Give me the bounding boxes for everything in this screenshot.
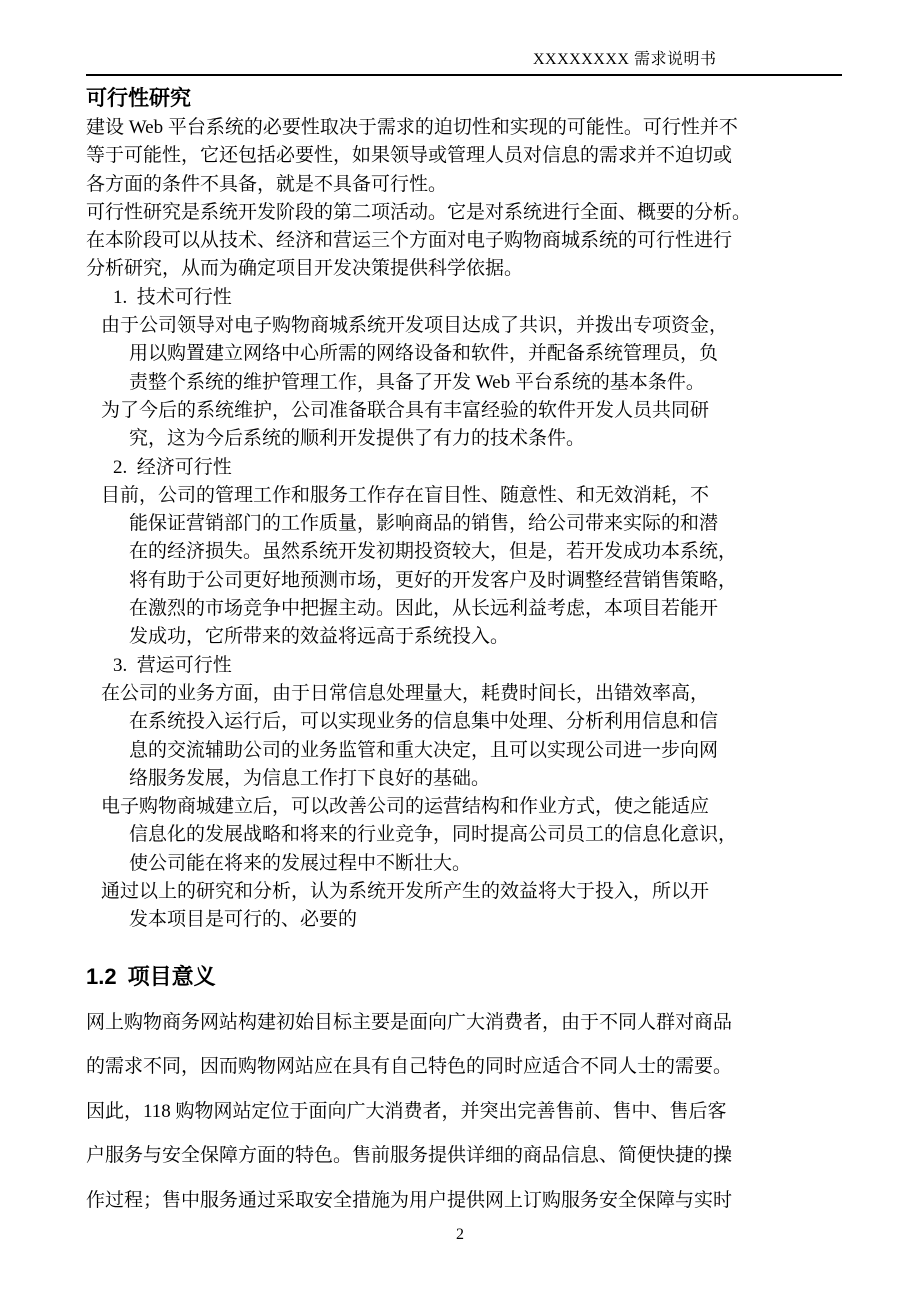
text-line: 因此，118 购物网站定位于面向广大消费者，并突出完善售前、售中、售后客 bbox=[86, 1100, 727, 1122]
text-line: 发成功，它所带来的效益将远高于系统投入。 bbox=[129, 626, 510, 648]
section-feasibility-study bbox=[86, 114, 842, 935]
text-line: 目前，公司的管理工作和服务工作存在盲目性、随意性、和无效消耗，不 bbox=[101, 484, 710, 506]
text-line: 在本阶段可以从技术、经济和营运三个方面对电子购物商城系统的可行性进行 bbox=[86, 230, 733, 252]
text-line: 等于可能性，它还包括必要性，如果领导或管理人员对信息的需求并不迫切或 bbox=[86, 145, 733, 167]
text-line: 将有助于公司更好地预测市场，更好的开发客户及时调整经营销售策略， bbox=[129, 569, 738, 591]
text-line: 为了今后的系统维护，公司准备联合具有丰富经验的软件开发人员共同研 bbox=[101, 399, 710, 421]
text-line: 作过程；售中服务通过采取安全措施为用户提供网上订购服务安全保障与实时 bbox=[86, 1189, 733, 1211]
text-line: 通过以上的研究和分析，认为系统开发所产生的效益将大于投入，所以开 bbox=[101, 881, 710, 903]
page-footer bbox=[0, 1226, 920, 1244]
text-line: 各方面的条件不具备，就是不具备可行性。 bbox=[86, 173, 448, 195]
text-line: 在系统投入运行后，可以实现业务的信息集中处理、分析利用信息和信 bbox=[129, 711, 719, 733]
text-line: 发本项目是可行的、必要的 bbox=[129, 909, 358, 931]
text-line: 分析研究，从而为确定项目开发决策提供科学依据。 bbox=[86, 258, 524, 280]
text-line: 在激烈的市场竞争中把握主动。因此，从长远利益考虑，本项目若能开 bbox=[129, 598, 719, 620]
subsection-title: 项目意义 bbox=[127, 963, 216, 989]
text-line: 建设 Web 平台系统的必要性取决于需求的迫切性和实现的可能性。可行性并不 bbox=[86, 117, 738, 138]
text-line: 户服务与安全保障方面的特色。售前服务提供详细的商品信息、简便快捷的操 bbox=[86, 1145, 733, 1167]
text-line: 使公司能在将来的发展过程中不断壮大。 bbox=[129, 852, 472, 874]
text-line: 络服务发展，为信息工作打下良好的基础。 bbox=[129, 767, 491, 789]
text-line: 在的经济损失。虽然系统开发初期投资较大，但是，若开发成功本系统， bbox=[129, 541, 738, 563]
text-line: 1. 技术可行性 bbox=[113, 286, 232, 308]
text-line: 3. 营运可行性 bbox=[113, 654, 232, 676]
text-line: 责整个系统的维护管理工作，具备了开发 Web 平台系统的基本条件。 bbox=[129, 371, 705, 393]
text-line: 信息化的发展战略和将来的行业竞争，同时提高公司员工的信息化意识， bbox=[129, 824, 738, 846]
text-line: 可行性研究是系统开发阶段的第二项活动。它是对系统进行全面、概要的分析。 bbox=[86, 201, 752, 223]
subsection-heading bbox=[86, 962, 842, 992]
text-line: 用以购置建立网络中心所需的网络设备和软件，并配备系统管理员，负 bbox=[129, 343, 719, 365]
text-line: 能保证营销部门的工作质量，影响商品的销售，给公司带来实际的和潜 bbox=[129, 513, 719, 535]
text-line: 网上购物商务网站构建初始目标主要是面向广大消费者，由于不同人群对商品 bbox=[86, 1011, 733, 1033]
header-title: XXXXXXXX 需求说明书 bbox=[533, 51, 717, 68]
text-line: 2. 经济可行性 bbox=[113, 456, 232, 478]
document-body bbox=[86, 84, 842, 1223]
text-line: 在公司的业务方面，由于日常信息处理量大，耗费时间长，出错效率高， bbox=[101, 682, 710, 704]
text-line: 由于公司领导对电子购物商城系统开发项目达成了共识，并拨出专项资金， bbox=[101, 315, 729, 337]
text-line: 的需求不同，因而购物网站应在具有自己特色的同时应适合不同人士的需要。 bbox=[86, 1056, 733, 1078]
section-project-significance bbox=[86, 1001, 842, 1224]
text-line: 究，这为今后系统的顺利开发提供了有力的技术条件。 bbox=[129, 428, 586, 450]
page-number: 2 bbox=[456, 1226, 464, 1243]
subsection-number: 1.2 bbox=[86, 963, 117, 989]
text-line: 电子购物商城建立后，可以改善公司的运营结构和作业方式，使之能适应 bbox=[101, 796, 710, 818]
section-title: 可行性研究 bbox=[86, 87, 191, 110]
text-line: 息的交流辅助公司的业务监管和重大决定，且可以实现公司进一步向网 bbox=[129, 739, 719, 761]
header-rule bbox=[86, 74, 842, 76]
